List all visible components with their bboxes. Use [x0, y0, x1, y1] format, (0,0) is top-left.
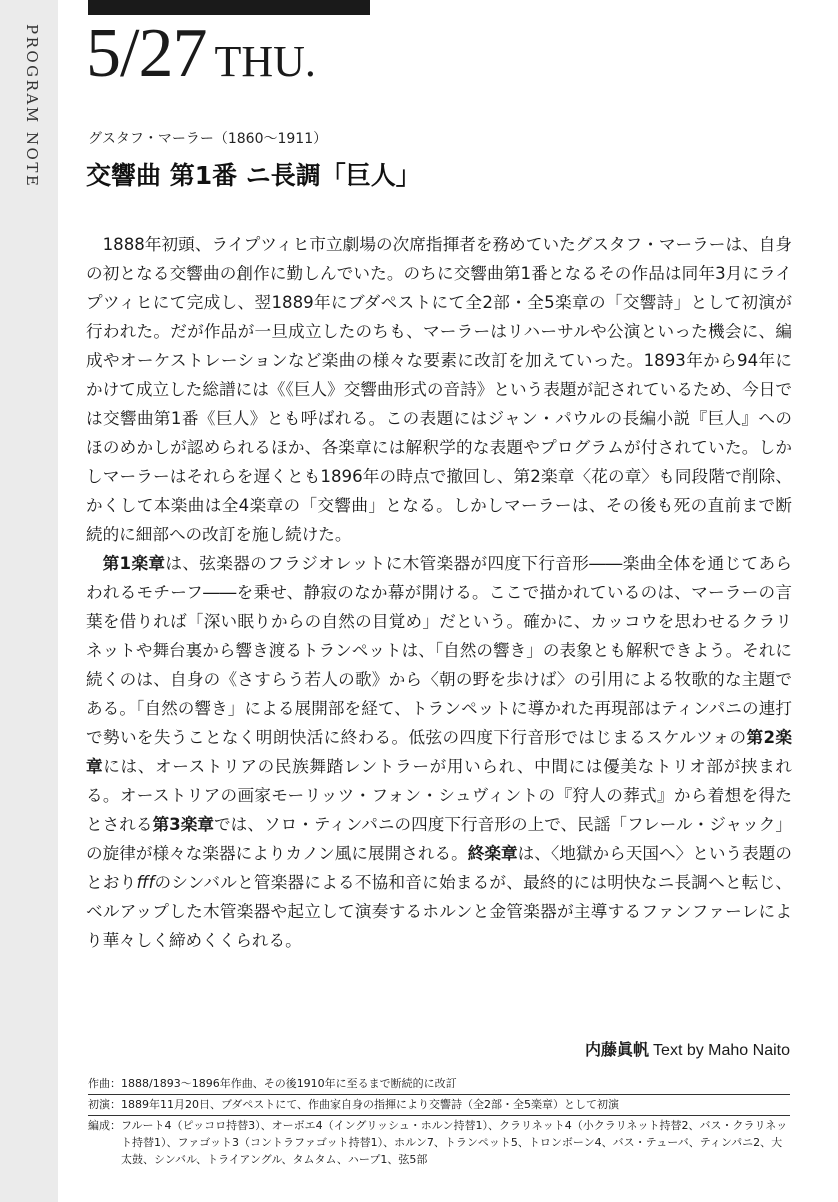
composition-info: 作曲：1888/1893〜1896年作曲、その後1910年に至るまで断続的に改訂	[88, 1077, 457, 1090]
author-credit	[585, 1037, 790, 1060]
side-strip	[0, 0, 58, 1202]
paragraph-2-text-4: は、〈地獄から天国へ〉という表題のとおり	[86, 844, 793, 892]
concert-date	[86, 14, 316, 94]
instrumentation-text: フルート4（ピッコロ持替3）、オーボエ4（イングリッシュ・ホルン持替1）、クラリネット4（小クラリネット持替2、バス・クラリネット持替1）、ファゴット3（コントラファゴット持替1）、ホルン7、トランペット5、トロンボーン4、バス・テューバ、ティンパニ2、大太鼓、シンバル、トライアングル、タムタム、ハープ1、弦5部	[121, 1119, 788, 1166]
program-note-body	[86, 230, 792, 955]
section-label: PROGRAM NOTE	[23, 24, 41, 189]
work-info	[88, 1074, 790, 1170]
author-name-jp: 内藤眞帆	[585, 1040, 650, 1059]
paragraph-2-text-3: では、ソロ・ティンパニの四度下行音形の上で、民謡「フレール・ジャック」の旋律が様々な楽器によりカノン風に展開される。	[86, 815, 793, 863]
date-weekday: THU.	[214, 37, 316, 86]
paragraph-2-text-2: には、オーストリアの民族舞踏レントラーが用いられ、中間には優美なトリオ部が挟まれる。オーストリアの画家モーリッツ・フォン・シュヴィントの『狩人の葬式』から着想を得たとされる	[86, 757, 792, 834]
instrumentation-info	[88, 1115, 790, 1170]
paragraph-1: 1888年初頭、ライプツィヒ市立劇場の次席指揮者を務めていたグスタフ・マーラーは、自身の初となる交響曲の創作に勤しんでいた。のちに交響曲第1番となるその作品は同年3月にライプツィヒにて完成し、翌1889年にブダペストにて全2部・全5楽章の「交響詩」として初演が行われた。だが作品が一旦成立したのちも、マーラーはリハーサルや公演といった機会に、編成やオーケストレーションなど楽曲の様々な要素に改訂を加えていった。1893年から94年にかけて成立した総譜には《《巨人》交響曲形式の音詩》という表題が記されているため、今日では交響曲第1番《巨人》とも呼ばれる。この表題にはジャン・パウルの長編小説『巨人』へのほのめかしが認められるほか、各楽章には解釈学的な表題やプログラムが付されていた。しかしマーラーはそれらを遅くとも1896年の時点で撤回し、第2楽章〈花の章〉も同段階で削除、かくして本楽曲は全4楽章の「交響曲」となる。しかしマーラーは、その後も死の直前まで断続的に細部への改訂を施し続けた。	[86, 235, 792, 544]
movement-3-label: 第3楽章	[152, 815, 215, 834]
instrumentation-label: 編成：	[88, 1119, 121, 1132]
premiere-info: 初演：1889年11月20日、ブダペストにて、作曲家自身の指揮により交響詩（全2部・全5楽章）として初演	[88, 1094, 790, 1115]
composer-name: グスタフ・マーラー（1860〜1911）	[88, 131, 328, 147]
author-name-en: Text by Maho Naito	[653, 1042, 790, 1059]
dynamic-marking: fff	[136, 873, 155, 892]
paragraph-2-text-1: は、弦楽器のフラジオレットに木管楽器が四度下行音形――楽曲全体を通じてあらわれるモチーフ――を乗せ、静寂のなか幕が開ける。ここで描かれているのは、マーラーの言葉を借りれば「深い眠りからの自然の目覚め」だという。確かに、カッコウを思わせるクラリネットや舞台裏から響き渡るトランペットは、「自然の響き」の表象とも解釈できよう。それに続くのは、自身の《さすらう若人の歌》から〈朝の野を歩けば〉の引用による牧歌的な主題である。「自然の響き」による展開部を経て、トランペットに導かれた再現部はティンパニの連打で勢いを失うことなく明朗快活に終わる。低弦の四度下行音形ではじまるスケルツォの	[86, 554, 792, 747]
header-bar	[88, 0, 370, 15]
paragraph-2-text-5: のシンバルと管楽器による不協和音に始まるが、最終的には明快なニ長調へと転じ、ベルアップした木管楽器や起立して演奏するホルンと金管楽器が主導するファンファーレにより華々しく締めくくられる。	[86, 873, 793, 950]
movement-1-label: 第1楽章	[102, 554, 166, 573]
finale-label: 終楽章	[467, 844, 518, 863]
date-number: 5/27	[86, 15, 207, 92]
movement-2-label: 第2楽章	[86, 728, 792, 776]
work-title: 交響曲 第1番 ニ長調「巨人」	[86, 161, 421, 190]
paragraph-2	[86, 549, 792, 955]
